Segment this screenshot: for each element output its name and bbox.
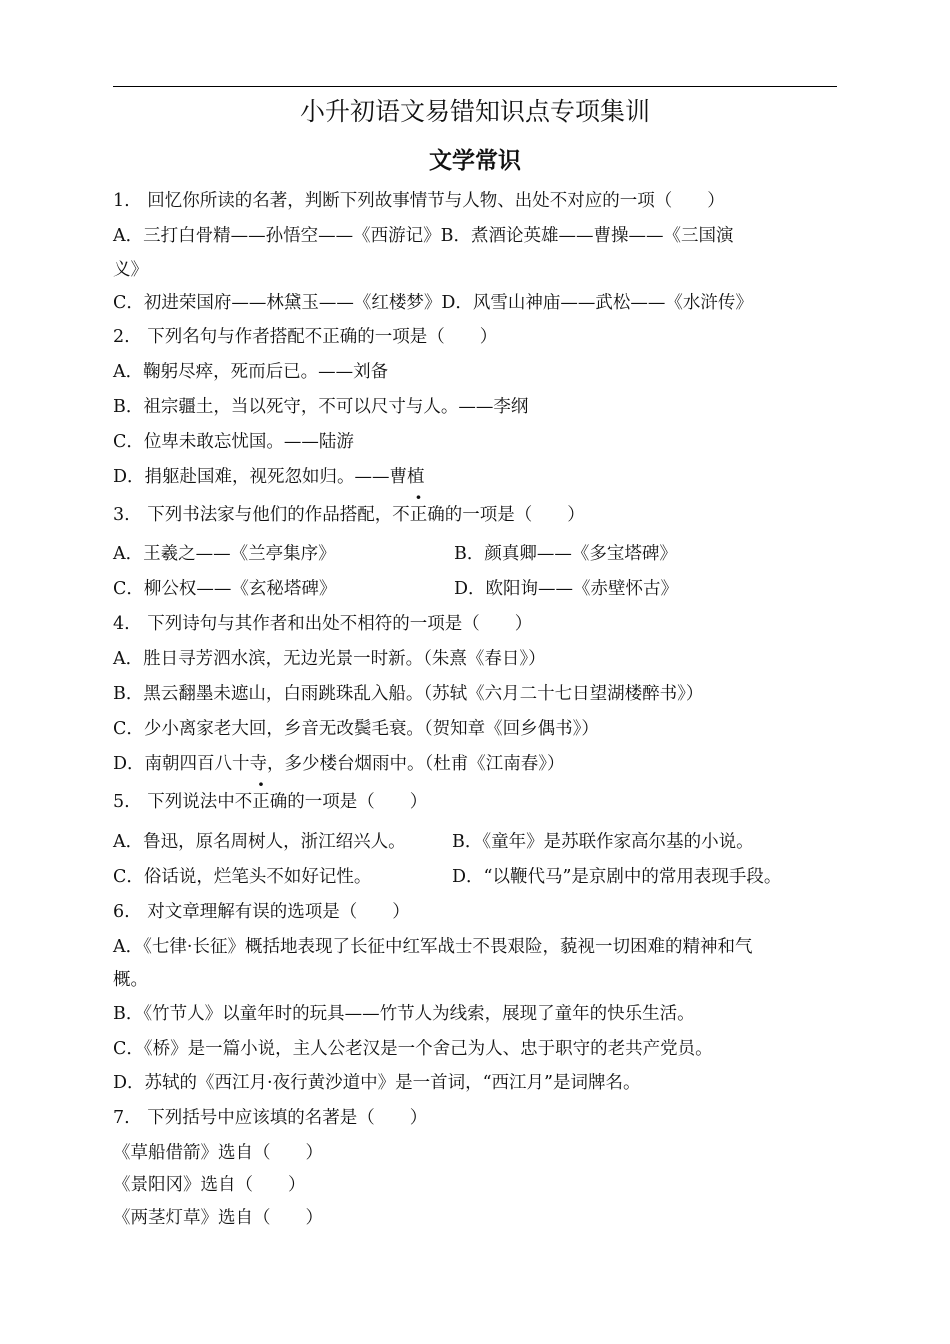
question-6-option-a: A．《七律·长征》概括地表现了长征中红军战士不畏艰险，藐视一切困难的精神和气 (113, 937, 753, 957)
emphasis-text: 不正确 (234, 792, 288, 812)
question-3-option-c: C．柳公权——《玄秘塔碑》 (113, 579, 337, 599)
question-3-stem (113, 503, 585, 527)
question-5-option-c: C．俗话说，烂笔头不如好记性。 (113, 867, 372, 887)
question-4-stem: 4. 下列诗句与其作者和出处不相符的一项是（ ） (113, 614, 533, 634)
header-rule (113, 86, 837, 87)
question-5-stem (113, 790, 427, 814)
question-5-option-b: B．《童年》是苏联作家高尔基的小说。 (452, 832, 754, 852)
question-1-options-cd: C．初进荣国府——林黛玉——《红楼梦》D．风雪山神庙——武松——《水浒传》 (113, 293, 753, 313)
question-6-option-d: D．苏轼的《西江月·夜行黄沙道中》是一首词，“西江月”是词牌名。 (113, 1073, 641, 1093)
question-3-stem-prefix: 3. 下列书法家与他们的作品搭配， (113, 505, 393, 525)
question-4-option-d: D．南朝四百八十寺，多少楼台烟雨中。（杜甫《江南春》） (113, 754, 565, 774)
question-4-option-b: B．黑云翻墨未遮山，白雨跳珠乱入船。（苏轼《六月二十七日望湖楼醉书》） (113, 684, 704, 704)
question-2-option-c: C．位卑未敢忘忧国。——陆游 (113, 432, 354, 452)
question-5-option-a: A．鲁迅，原名周树人，浙江绍兴人。 (113, 832, 406, 852)
question-2-option-a: A．鞠躬尽瘁，死而后已。——刘备 (113, 362, 389, 382)
question-2-option-b: B．祖宗疆土，当以死守，不可以尺寸与人。——李纲 (113, 397, 529, 417)
question-5-stem-suffix: 的一项是（ ） (287, 792, 428, 812)
question-2-stem: 2. 下列名句与作者搭配不正确的一项是（ ） (113, 327, 498, 347)
question-4-option-c: C．少小离家老大回，乡音无改鬓毛衰。（贺知章《回乡偶书》） (113, 719, 599, 739)
question-6-option-a-continued: 概。 (113, 970, 148, 990)
question-6-stem: 6. 对文章理解有误的选项是（ ） (113, 902, 410, 922)
question-7-line-1: 《草船借箭》选自（ ） (113, 1143, 323, 1163)
question-3-option-d: D．欧阳询——《赤壁怀古》 (454, 579, 679, 599)
document-title: 小升初语文易错知识点专项集训 (299, 97, 650, 126)
question-7-line-2: 《景阳冈》选自（ ） (113, 1175, 306, 1195)
question-5-option-d: D．“以鞭代马”是京剧中的常用表现手段。 (452, 867, 782, 887)
question-1-options-ab: A．三打白骨精——孙悟空——《西游记》B．煮酒论英雄——曹操——《三国演 (113, 226, 734, 246)
emphasis-text: 不正确 (392, 505, 445, 525)
question-3-option-a: A．王羲之——《兰亭集序》 (113, 544, 336, 564)
section-title: 文学常识 (429, 148, 521, 174)
question-7-line-3: 《两茎灯草》选自（ ） (113, 1208, 323, 1228)
question-5-stem-prefix: 5. 下列说法中 (113, 792, 235, 812)
question-3-stem-suffix: 的一项是（ ） (444, 505, 585, 525)
question-6-option-b: B．《竹节人》以童年时的玩具——竹节人为线索，展现了童年的快乐生活。 (113, 1004, 695, 1024)
question-2-option-d: D．捐躯赴国难，视死忽如归。——曹植 (113, 467, 425, 487)
question-7-stem: 7. 下列括号中应该填的名著是（ ） (113, 1108, 428, 1128)
question-1-stem: 1. 回忆你所读的名著，判断下列故事情节与人物、出处不对应的一项（ ） (113, 191, 725, 211)
question-3-option-b: B．颜真卿——《多宝塔碑》 (454, 544, 677, 564)
question-1-options-ab-continued: 义》 (113, 260, 148, 280)
question-4-option-a: A．胜日寻芳泗水滨，无边光景一时新。（朱熹《春日》） (113, 649, 546, 669)
question-6-option-c: C．《桥》是一篇小说，主人公老汉是一个舍己为人、忠于职守的老共产党员。 (113, 1039, 713, 1059)
